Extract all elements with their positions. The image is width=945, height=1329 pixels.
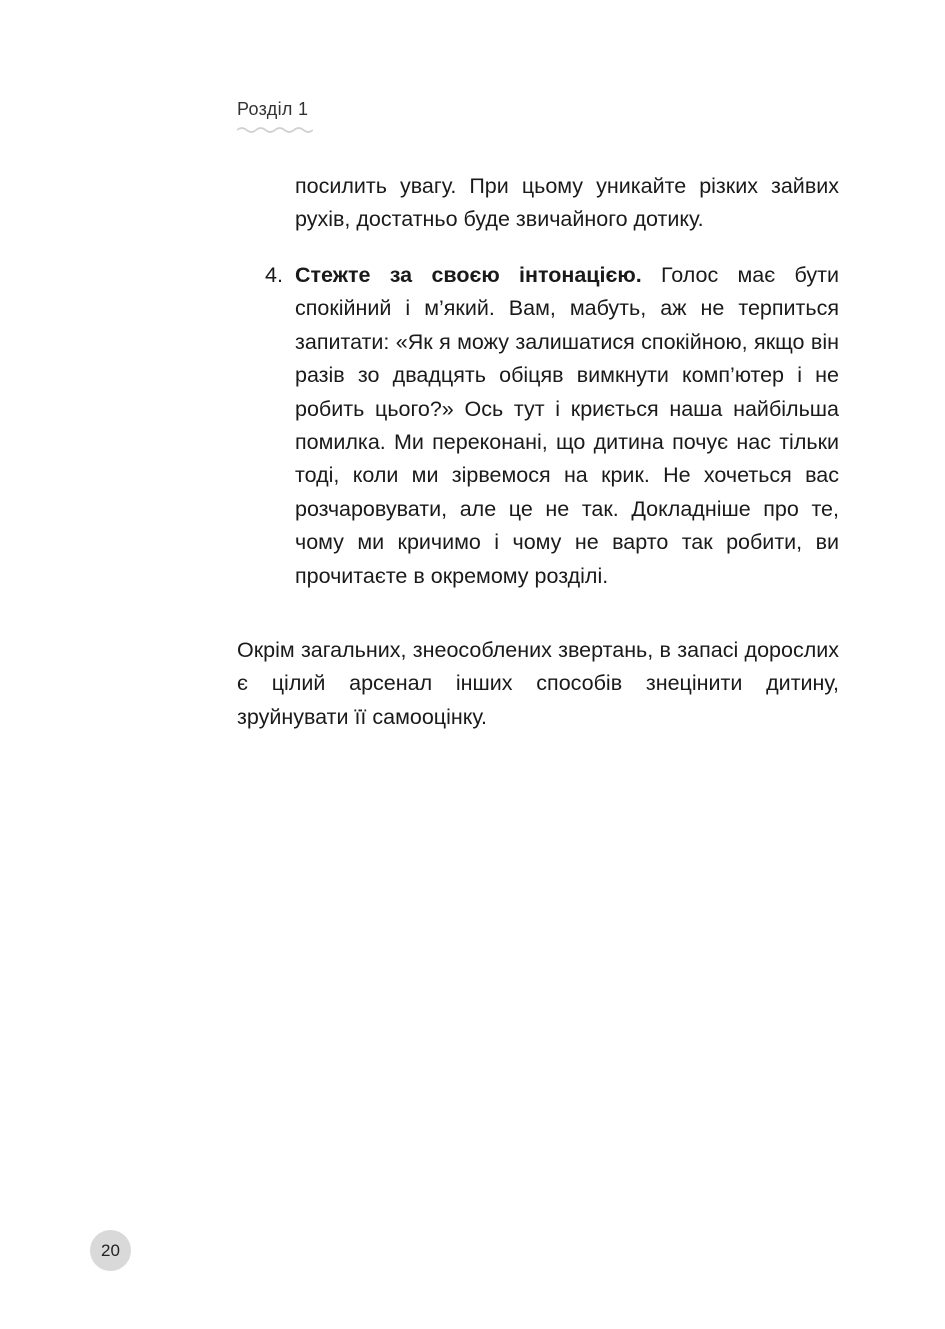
list-item-body: Голос має бути спокійний і м’який. Вам, мабуть, аж не терпиться запитати: «Як я можу залишатися спокійною, якщо він разів зо двадцять обіцяв вимкнути комп’ютер і не робить цього?» Ось тут і криється наша найбільша помилка. Ми переконані, що дитина почує нас тільки тоді, коли ми зірвемося на крик. Не хочеться вас розчаровувати, але це не так. Докладніше про те, чому ми кричимо і чому не варто так робити, ви прочитаєте в окремому розділі.	[295, 263, 839, 588]
list-item-bold-lead: Стежте за своєю інтонацією.	[295, 263, 642, 287]
chapter-header: Розділ 1	[237, 99, 309, 119]
closing-paragraph: Окрім загальних, знеособлених звертань, в запасі дорослих є цілий арсенал інших способів знецінити дитину, зруйнувати її самооцінку.	[237, 638, 839, 729]
list-item-number: 4.	[265, 263, 283, 287]
header-wave-ornament	[237, 125, 313, 135]
page-number: 20	[101, 1240, 120, 1260]
continuation-paragraph: посилить увагу. При цьому уникайте різких зайвих рухів, достатньо буде звичайного дотику.	[295, 174, 839, 232]
list-item-text	[295, 259, 839, 593]
page-number-badge	[90, 1230, 131, 1271]
